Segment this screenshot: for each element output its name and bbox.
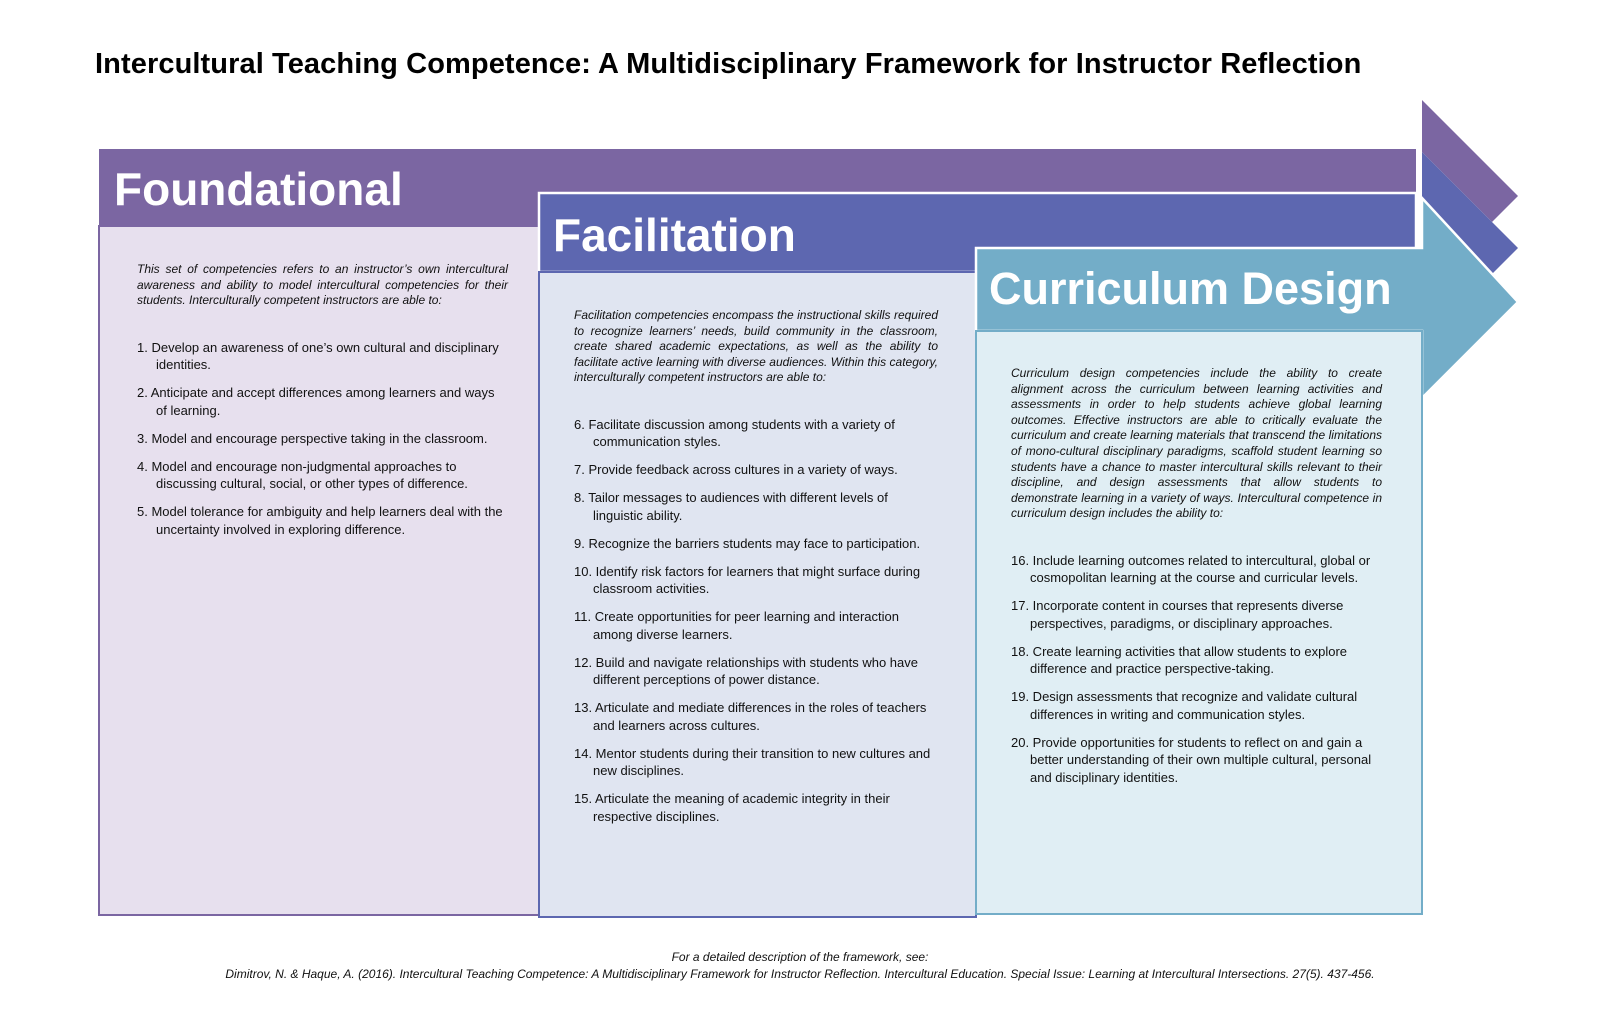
list-item: 3. Model and encourage perspective taking in the classroom. [137,430,488,446]
list-item: 19. Design assessments that recognize and validate cultural differences in writing and communication styles. [1011,689,1358,722]
facilitation-list [574,416,938,826]
curriculum-design-heading: Curriculum Design [989,263,1392,314]
list-item: 11. Create opportunities for peer learning and interaction among diverse learners. [574,609,899,642]
curriculum-description: Curriculum design competencies include the ability to create alignment across the curriculum between learning activities and assessments in order to help students achieve global learning outcomes. Effective instructors are able to critically evaluate the curriculum and create learning materials that transcend the limitations of mono-cultural disciplinary paradigms, scaffold student learning so students have a chance to master intercultural skills relevant to their discipline, and design assessments that allow students to demonstrate learning in a variety of ways. Intercultural competence in curriculum design includes the ability to: [1011,366,1382,521]
foundational-content [137,262,508,549]
foundational-description: This set of competencies refers to an instructor’s own intercultural awareness and ability to model intercultural competencies for their students. Interculturally competent instructors are able to: [137,262,508,308]
list-item: 1. Develop an awareness of one’s own cultural and disciplinary identities. [137,339,499,373]
list-item: 9. Recognize the barriers students may face to participation. [574,535,921,551]
curriculum-content [1011,366,1382,797]
footer-citation: Dimitrov, N. & Haque, A. (2016). Intercultural Teaching Competence: A Multidisciplinary Framework for Instructor Reflection. Intercultural Education. Special Issue: Learning at Intercultural Intersections. 27(5). 437-456. [225,967,1375,981]
facilitation-content [574,308,938,836]
list-item: 14. Mentor students during their transition to new cultures and new disciplines. [574,745,931,779]
footer-note: For a detailed description of the framework, see: [671,950,929,964]
foundational-heading: Foundational [114,163,403,215]
list-item: 2. Anticipate and accept differences among learners and ways of learning. [137,385,495,418]
page-title: Intercultural Teaching Competence: A Multidisciplinary Framework for Instructor Reflection [95,48,1362,80]
list-item: 18. Create learning activities that allow students to explore difference and practice perspective-taking. [1011,643,1348,677]
facilitation-heading: Facilitation [553,209,796,261]
list-item: 17. Incorporate content in courses that represents diverse perspectives, paradigms, or disciplinary approaches. [1011,598,1344,631]
list-item: 20. Provide opportunities for students to reflect on and gain a better understanding of their own multiple cultural, personal and disciplinary identities. [1011,734,1372,785]
curriculum-list [1011,552,1382,787]
list-item: 7. Provide feedback across cultures in a variety of ways. [574,462,898,478]
list-item: 8. Tailor messages to audiences with different levels of linguistic ability. [574,490,888,523]
list-item: 12. Build and navigate relationships with students who have different perceptions of power distance. [574,654,918,688]
foundational-list [137,339,508,539]
list-item: 4. Model and encourage non-judgmental approaches to discussing cultural, social, or other types of difference. [137,458,468,492]
facilitation-description: Facilitation competencies encompass the instructional skills required to recognize learners’ needs, build community in the classroom, create shared academic expectations, as well as the ability to facilitate active learning with diverse audiences. Within this category, interculturally competent instructors are able to: [574,308,938,385]
list-item: 16. Include learning outcomes related to intercultural, global or cosmopolitan learning at the course and curricular levels. [1011,552,1371,586]
list-item: 10. Identify risk factors for learners that might surface during classroom activities. [574,563,921,597]
list-item: 6. Facilitate discussion among students with a variety of communication styles. [574,416,895,450]
list-item: 13. Articulate and mediate differences in the roles of teachers and learners across cultures. [574,700,927,733]
list-item: 15. Articulate the meaning of academic integrity in their respective disciplines. [574,791,890,824]
list-item: 5. Model tolerance for ambiguity and help learners deal with the uncertainty involved in exploring difference. [137,504,503,537]
